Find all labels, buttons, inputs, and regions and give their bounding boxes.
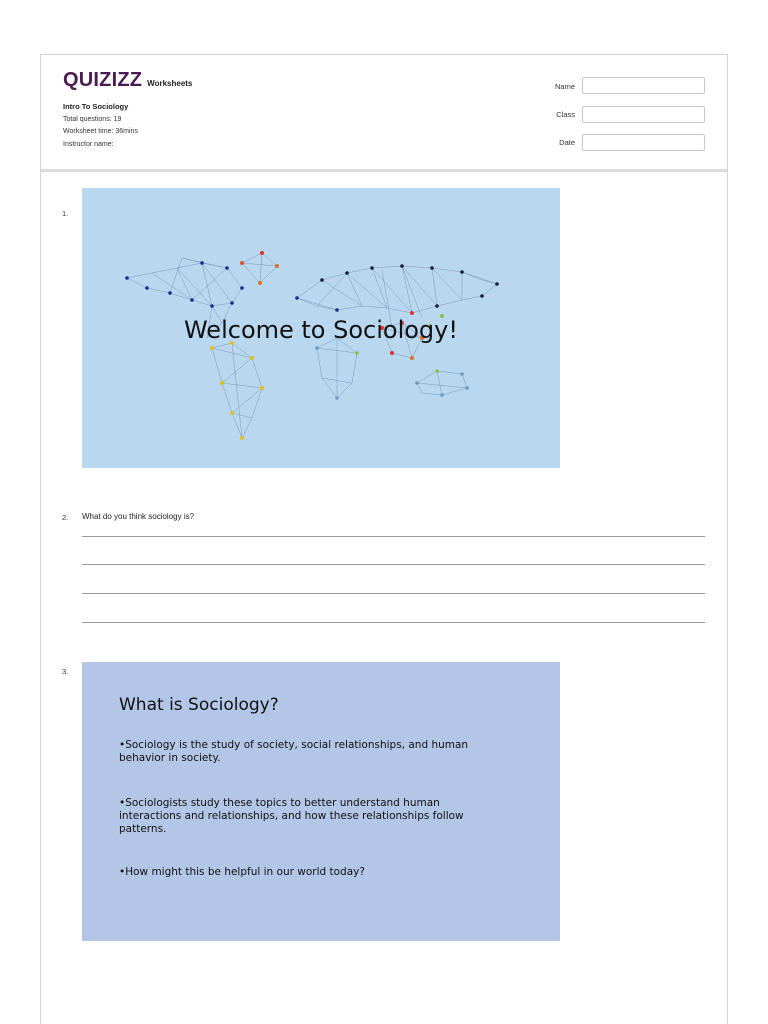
worksheet-header bbox=[40, 54, 728, 172]
question-3-slide bbox=[82, 662, 560, 941]
date-label: Date bbox=[559, 138, 575, 147]
class-label: Class bbox=[556, 110, 575, 119]
slide-3-title: What is Sociology? bbox=[119, 695, 279, 715]
answer-line-1[interactable] bbox=[82, 536, 705, 537]
name-label: Name bbox=[554, 82, 575, 91]
slide-3-bullet-2: •Sociologists study these topics to better understand human interactions and relationships, and how these relationships follow patterns. bbox=[119, 797, 464, 835]
class-field[interactable] bbox=[582, 106, 705, 123]
worksheet-time: Worksheet time: 36mins bbox=[63, 128, 138, 135]
question-3-number: 3. bbox=[62, 667, 69, 676]
question-1-slide bbox=[82, 188, 560, 468]
question-2-text: What do you think sociology is? bbox=[82, 512, 195, 521]
logo-subtitle: Worksheets bbox=[147, 79, 193, 88]
slide-1-title: Welcome to Sociology! bbox=[183, 316, 458, 344]
question-1-number: 1. bbox=[62, 209, 69, 218]
quizizz-logo: QUIZIZZ bbox=[63, 69, 143, 91]
answer-line-4[interactable] bbox=[82, 622, 705, 623]
question-2-number: 2. bbox=[62, 513, 69, 522]
answer-line-3[interactable] bbox=[82, 593, 705, 594]
worksheet-title: Intro To Sociology bbox=[63, 102, 129, 111]
slide-3-bullet-3: •How might this be helpful in our world today? bbox=[119, 866, 365, 878]
slide-3-bullet-1: •Sociology is the study of society, social relationships, and human behavior in society. bbox=[119, 739, 469, 764]
instructor-name: Instructor name: bbox=[63, 141, 114, 148]
date-field[interactable] bbox=[582, 134, 705, 151]
name-field[interactable] bbox=[582, 77, 705, 94]
answer-line-2[interactable] bbox=[82, 564, 705, 565]
brand bbox=[63, 69, 192, 92]
total-questions: Total questions: 19 bbox=[63, 116, 122, 123]
